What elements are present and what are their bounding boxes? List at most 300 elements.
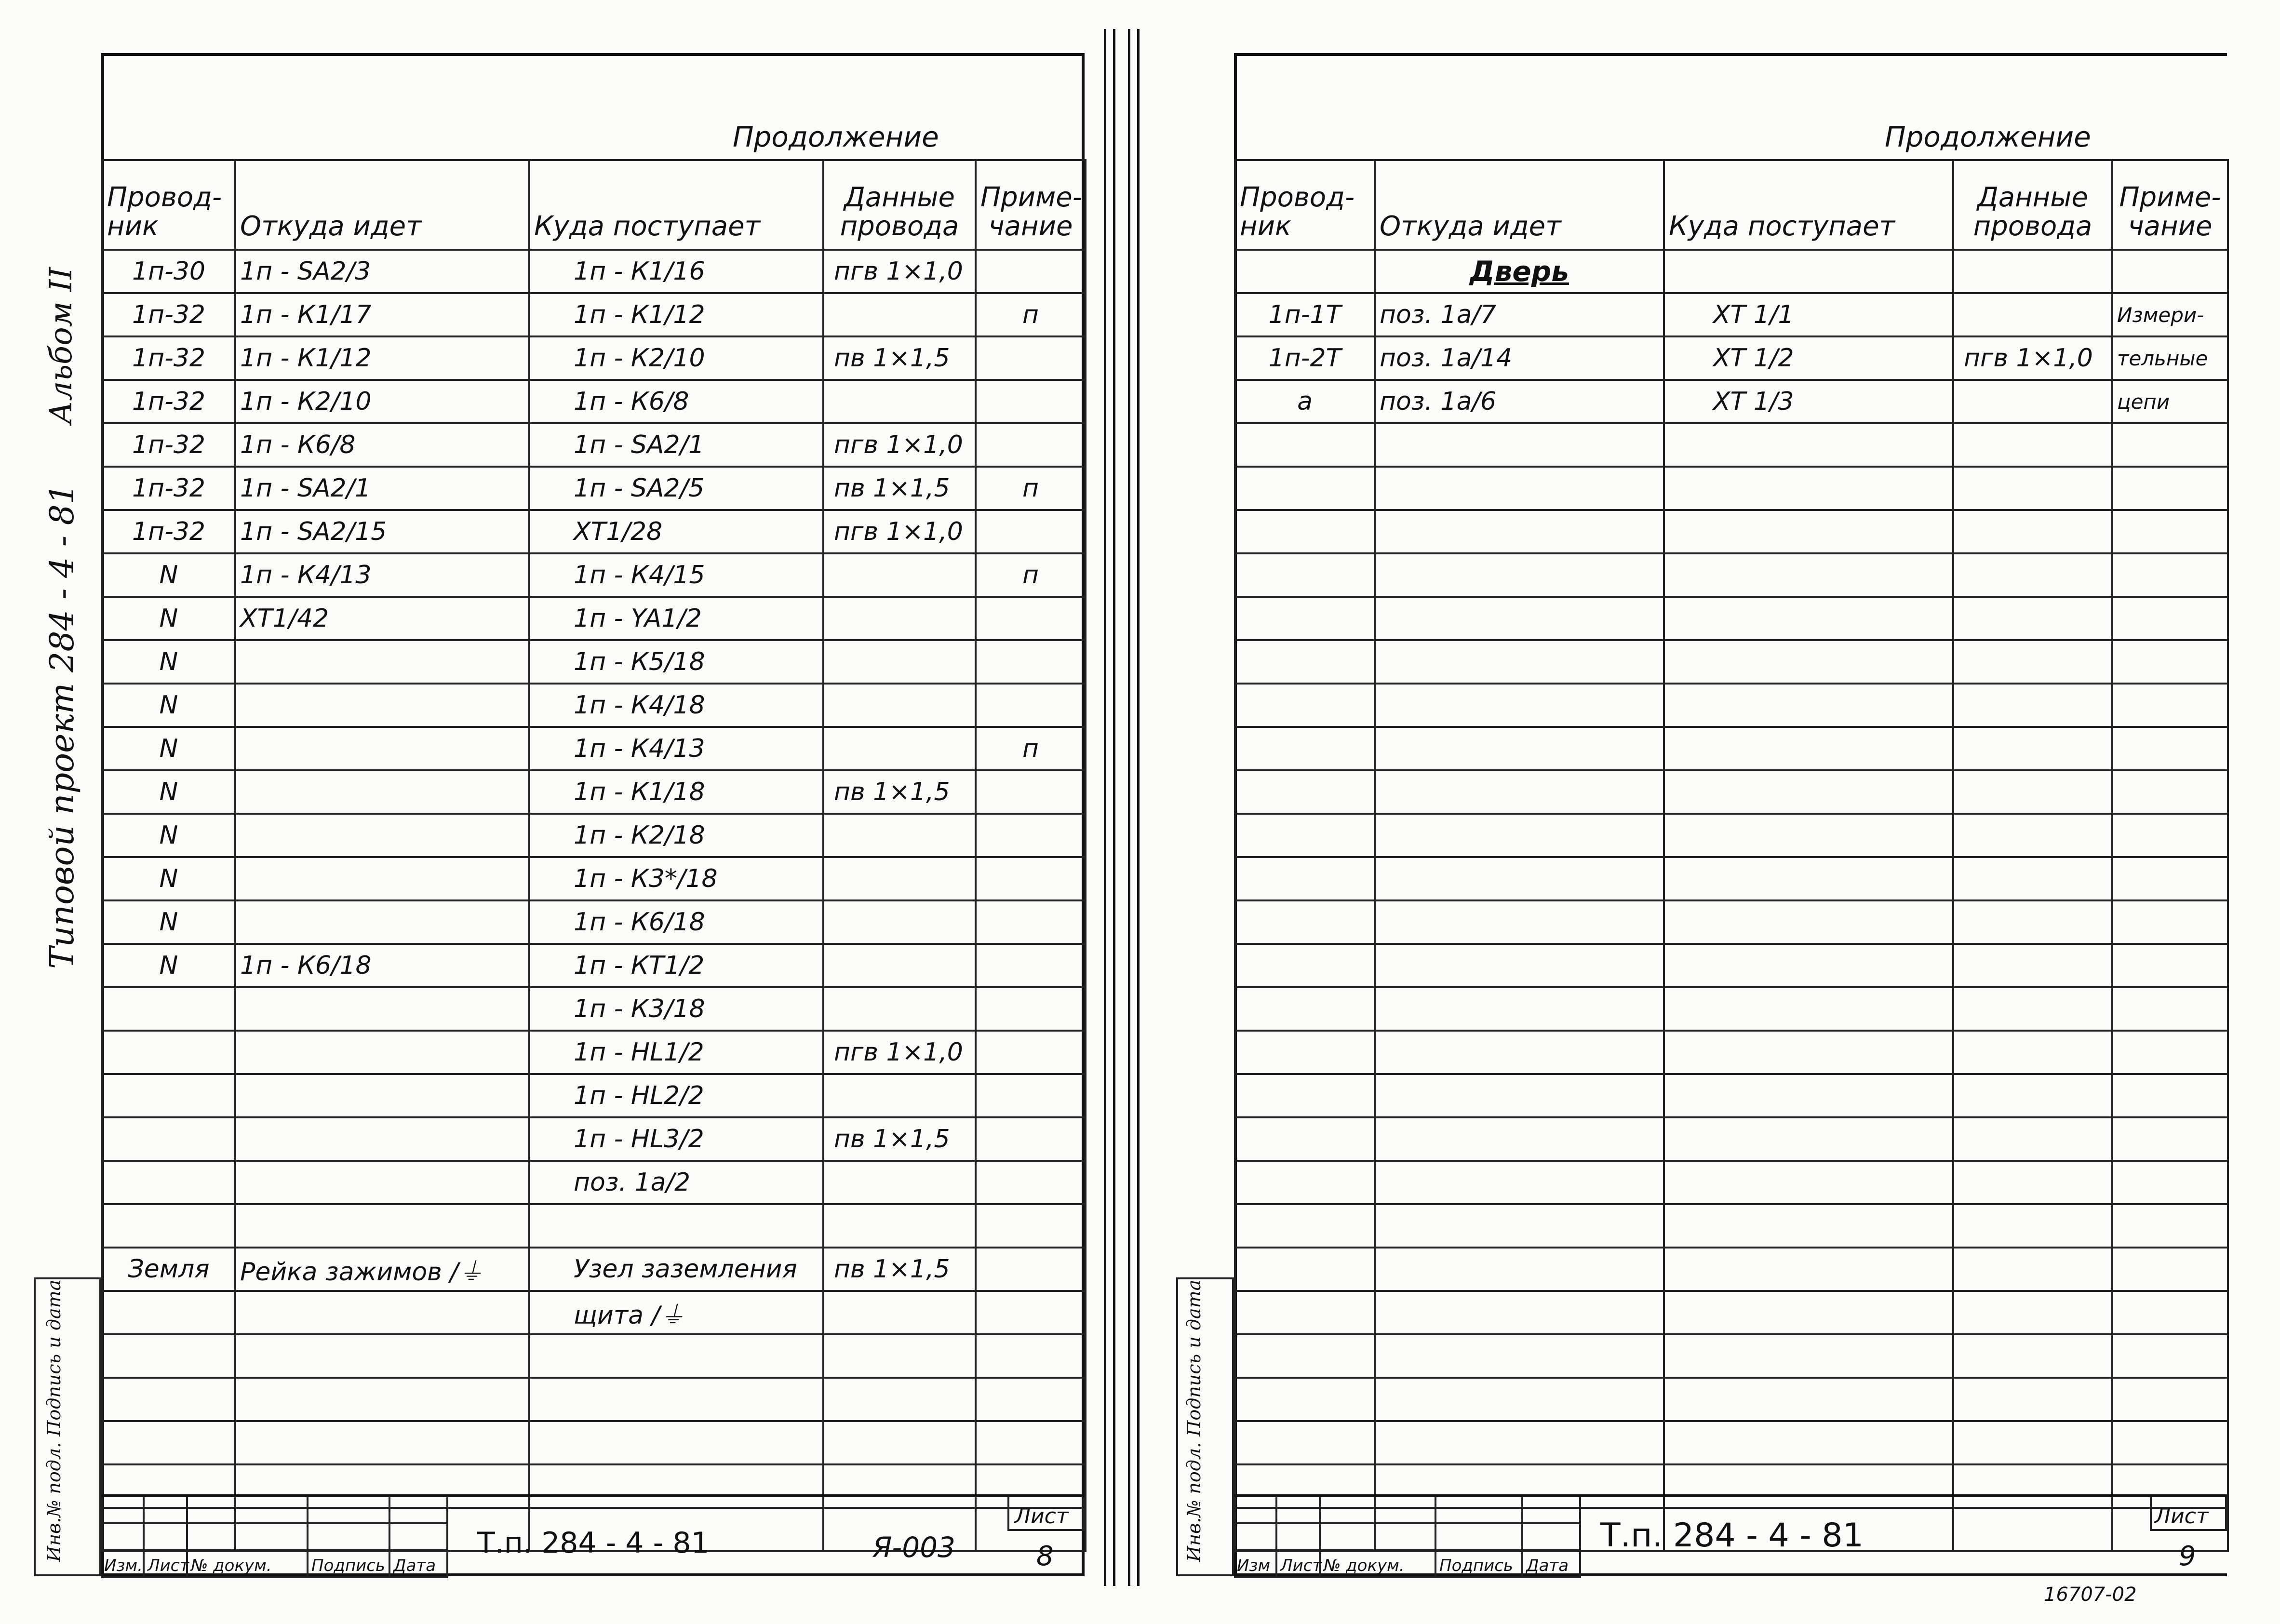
- cell-wire-data: [1953, 1117, 2112, 1161]
- cell-conductor: [1235, 814, 1375, 857]
- cell-from: [235, 684, 529, 727]
- cell-wire-data: пгв 1×1,0: [823, 510, 976, 553]
- table-row: [1235, 467, 2228, 510]
- cell-to: [1664, 1248, 1953, 1291]
- table-cell: [2112, 250, 2228, 293]
- cell-from: [1375, 1378, 1664, 1421]
- cell-wire-data: [1953, 467, 2112, 510]
- cell-note: п: [976, 467, 1086, 510]
- cell-note: [2112, 1074, 2228, 1117]
- cell-from: 1п - К6/18: [235, 944, 529, 987]
- cell-note: [2112, 1248, 2228, 1291]
- cell-from: [1375, 1334, 1664, 1378]
- cell-note: [2112, 814, 2228, 857]
- cell-note: [976, 944, 1086, 987]
- cell-wire-data: [823, 1074, 976, 1117]
- table-row: [1235, 1031, 2228, 1074]
- cell-note: [976, 1074, 1086, 1117]
- table-row: [1235, 1161, 2228, 1204]
- cell-wire-data: [823, 293, 976, 336]
- cell-note: [976, 987, 1086, 1031]
- table-row: [1235, 1117, 2228, 1161]
- title-block-label: Изм.: [104, 1556, 143, 1575]
- cell-wire-data: [823, 900, 976, 944]
- side-strip-label-right: Инв.№ подл. Подпись и дата: [1183, 1279, 1205, 1562]
- cell-to: [1664, 1334, 1953, 1378]
- cell-to: [529, 1378, 823, 1421]
- cell-note: [976, 1248, 1086, 1291]
- table-row: [1235, 1204, 2228, 1248]
- cell-from: [235, 770, 529, 814]
- cell-from: [1375, 1291, 1664, 1334]
- cell-wire-data: [1953, 597, 2112, 640]
- cell-wire-data: [1953, 770, 2112, 814]
- cell-note: [2112, 900, 2228, 944]
- cell-to: [1664, 1161, 1953, 1204]
- title-block-label: Подпись: [1439, 1556, 1513, 1575]
- cell-wire-data: пв 1×1,5: [823, 1248, 976, 1291]
- cell-conductor: [102, 1117, 235, 1161]
- cell-conductor: [1235, 1378, 1375, 1421]
- cell-note: [2112, 1421, 2228, 1464]
- table-row: [102, 857, 1086, 900]
- cell-wire-data: [1953, 684, 2112, 727]
- cell-to: 1п - HL2/2: [529, 1074, 823, 1117]
- cell-to: 1п - К3/18: [529, 987, 823, 1031]
- doc-number: Т.п. 284 - 4 - 81: [477, 1526, 710, 1560]
- cell-from: Рейка зажимов /⏚: [235, 1248, 529, 1291]
- cell-note: [976, 814, 1086, 857]
- cell-to: [1664, 727, 1953, 770]
- cell-conductor: [102, 1334, 235, 1378]
- cell-conductor: [1235, 1204, 1375, 1248]
- doc-number: Т.п. 284 - 4 - 81: [1600, 1517, 1864, 1555]
- table-row: [102, 1204, 1086, 1248]
- cell-from: [235, 814, 529, 857]
- cell-wire-data: [1953, 727, 2112, 770]
- table-row: [1235, 770, 2228, 814]
- cell-wire-data: пв 1×1,5: [823, 1117, 976, 1161]
- cell-to: 1п - К6/18: [529, 900, 823, 944]
- table-row: [1235, 684, 2228, 727]
- cell-conductor: N: [102, 814, 235, 857]
- table-row: [102, 423, 1086, 467]
- sheet-label: Лист: [2155, 1504, 2209, 1529]
- cell-conductor: N: [102, 684, 235, 727]
- cell-from: [1375, 1204, 1664, 1248]
- table-row: [102, 510, 1086, 553]
- cell-to: 1п - SA2/1: [529, 423, 823, 467]
- table-row: [102, 640, 1086, 684]
- cell-from: ХТ1/42: [235, 597, 529, 640]
- cell-wire-data: [1953, 553, 2112, 597]
- table-row: [102, 553, 1086, 597]
- cell-from: 1п - К4/13: [235, 553, 529, 597]
- cell-wire-data: [823, 1378, 976, 1421]
- cell-wire-data: [823, 1204, 976, 1248]
- cell-from: 1п - К1/17: [235, 293, 529, 336]
- cell-conductor: [1235, 1031, 1375, 1074]
- cell-conductor: [1235, 423, 1375, 467]
- cell-note: [976, 1421, 1086, 1464]
- cell-conductor: N: [102, 640, 235, 684]
- table-row: [1235, 857, 2228, 900]
- cell-to: [1664, 1074, 1953, 1117]
- cell-from: 1п - К1/12: [235, 336, 529, 380]
- table-row: [102, 467, 1086, 510]
- cell-wire-data: [1953, 380, 2112, 423]
- cell-conductor: [1235, 1161, 1375, 1204]
- cell-to: [1664, 1204, 1953, 1248]
- cell-conductor: [1235, 1291, 1375, 1334]
- cell-from: [1375, 987, 1664, 1031]
- cell-note: [976, 684, 1086, 727]
- cell-wire-data: [823, 684, 976, 727]
- cell-to: 1п - YA1/2: [529, 597, 823, 640]
- cell-note: п: [976, 293, 1086, 336]
- table-row: [1235, 336, 2228, 380]
- cell-to: ХТ 1/2: [1664, 336, 1953, 380]
- cell-to: 1п - К3*/18: [529, 857, 823, 900]
- doc-code: Я-003: [872, 1531, 955, 1564]
- cell-wire-data: [823, 987, 976, 1031]
- cell-note: [2112, 1334, 2228, 1378]
- cell-conductor: 1п-32: [102, 510, 235, 553]
- table-row: [102, 597, 1086, 640]
- cell-conductor: [1235, 944, 1375, 987]
- cell-conductor: [102, 1421, 235, 1464]
- cell-from: [1375, 684, 1664, 727]
- cell-to: [1664, 770, 1953, 814]
- cell-conductor: 1п-32: [102, 336, 235, 380]
- side-strip-label-left: Инв.№ подл. Подпись и дата: [43, 1279, 65, 1562]
- cell-to: [529, 1204, 823, 1248]
- cell-note: [976, 1334, 1086, 1378]
- header-note: Приме- чание: [976, 160, 1086, 250]
- sheet-number: 9: [2179, 1541, 2196, 1572]
- album-label: Альбом II: [43, 267, 79, 424]
- cell-wire-data: [823, 1291, 976, 1334]
- cell-wire-data: пв 1×1,5: [823, 467, 976, 510]
- header-wire-data: Данные провода: [1953, 160, 2112, 250]
- cell-wire-data: [823, 944, 976, 987]
- cell-note: [976, 510, 1086, 553]
- cell-conductor: [102, 1291, 235, 1334]
- header-from: Откуда идет: [235, 160, 529, 250]
- cell-from: [235, 1161, 529, 1204]
- cell-to: 1п - К2/18: [529, 814, 823, 857]
- cell-to: [1664, 987, 1953, 1031]
- cell-conductor: N: [102, 900, 235, 944]
- table-cell: [1953, 250, 2112, 293]
- table-row: [102, 1378, 1086, 1421]
- cell-note: [2112, 597, 2228, 640]
- cell-from: [1375, 467, 1664, 510]
- header-to: Куда поступает: [1664, 160, 1953, 250]
- table-row: [1235, 1074, 2228, 1117]
- cell-from: [235, 640, 529, 684]
- cell-from: [235, 1204, 529, 1248]
- table-row: [102, 900, 1086, 944]
- cell-wire-data: [1953, 510, 2112, 553]
- cell-wire-data: [1953, 814, 2112, 857]
- cell-conductor: [1235, 597, 1375, 640]
- cell-to: [529, 1334, 823, 1378]
- cell-from: [235, 1378, 529, 1421]
- table-row: [102, 684, 1086, 727]
- title-block-label: № докум.: [1324, 1556, 1405, 1575]
- table-row: [1235, 814, 2228, 857]
- cell-from: 1п - SA2/15: [235, 510, 529, 553]
- cell-note: [976, 770, 1086, 814]
- cell-from: [1375, 814, 1664, 857]
- cell-wire-data: [1953, 1291, 2112, 1334]
- cell-to: 1п - HL1/2: [529, 1031, 823, 1074]
- cell-to: поз. 1а/2: [529, 1161, 823, 1204]
- header-wire-data: Данные провода: [823, 160, 976, 250]
- cell-wire-data: пв 1×1,5: [823, 336, 976, 380]
- cell-note: [976, 640, 1086, 684]
- cell-note: [976, 900, 1086, 944]
- cell-conductor: [1235, 900, 1375, 944]
- cell-note: [2112, 553, 2228, 597]
- title-block-label: Лист: [1280, 1556, 1322, 1575]
- cell-to: 1п - К4/15: [529, 553, 823, 597]
- table-row: [1235, 987, 2228, 1031]
- table-row: [102, 814, 1086, 857]
- table-row: [1235, 510, 2228, 553]
- cell-conductor: [1235, 510, 1375, 553]
- cell-conductor: [102, 1031, 235, 1074]
- cell-conductor: [102, 1074, 235, 1117]
- cell-from: поз. 1а/14: [1375, 336, 1664, 380]
- table-row: [1235, 1248, 2228, 1291]
- cell-wire-data: пгв 1×1,0: [823, 250, 976, 293]
- cell-from: [1375, 553, 1664, 597]
- cell-note: [2112, 770, 2228, 814]
- table-row: [102, 1248, 1086, 1291]
- cell-conductor: N: [102, 770, 235, 814]
- cell-note: тельные: [2112, 336, 2228, 380]
- cell-from: 1п - SA2/1: [235, 467, 529, 510]
- cell-wire-data: [823, 597, 976, 640]
- cell-wire-data: [1953, 640, 2112, 684]
- cell-from: [235, 987, 529, 1031]
- cell-conductor: [1235, 770, 1375, 814]
- header-from: Откуда идет: [1375, 160, 1664, 250]
- cell-from: поз. 1а/7: [1375, 293, 1664, 336]
- cell-to: [1664, 900, 1953, 944]
- cell-to: [1664, 814, 1953, 857]
- cell-conductor: [1235, 467, 1375, 510]
- archive-number: 16707-02: [2044, 1584, 2137, 1606]
- cell-from: [235, 1291, 529, 1334]
- cell-conductor: 1п-32: [102, 380, 235, 423]
- cell-conductor: [1235, 1334, 1375, 1378]
- project-label: Типовой проект 284 - 4 - 81: [43, 483, 81, 969]
- cell-from: [1375, 1161, 1664, 1204]
- table-row: [1235, 900, 2228, 944]
- table-row: [1235, 640, 2228, 684]
- title-block-right: [1234, 1494, 2227, 1576]
- cell-wire-data: [1953, 1378, 2112, 1421]
- cell-conductor: [1235, 1117, 1375, 1161]
- cell-wire-data: [823, 814, 976, 857]
- cell-from: [1375, 1074, 1664, 1117]
- table-row: [102, 770, 1086, 814]
- cell-wire-data: [1953, 423, 2112, 467]
- cell-conductor: [1235, 857, 1375, 900]
- cell-note: [2112, 684, 2228, 727]
- cell-conductor: 1п-30: [102, 250, 235, 293]
- cell-to: щита /⏚: [529, 1291, 823, 1334]
- cell-conductor: [102, 987, 235, 1031]
- table-row: [102, 1291, 1086, 1334]
- cell-wire-data: пгв 1×1,0: [823, 1031, 976, 1074]
- cell-wire-data: [1953, 857, 2112, 900]
- cell-from: [1375, 770, 1664, 814]
- table-row: [102, 1421, 1086, 1464]
- cell-wire-data: [1953, 1248, 2112, 1291]
- cell-note: [2112, 857, 2228, 900]
- cell-from: [1375, 1031, 1664, 1074]
- table-row: [102, 727, 1086, 770]
- table-row: [102, 250, 1086, 293]
- cell-from: 1п - К6/8: [235, 423, 529, 467]
- cell-to: [1664, 467, 1953, 510]
- cell-to: 1п - К2/10: [529, 336, 823, 380]
- cell-to: [1664, 944, 1953, 987]
- cell-to: 1п - SA2/5: [529, 467, 823, 510]
- title-block-label: Дата: [1526, 1556, 1569, 1575]
- cell-from: [235, 857, 529, 900]
- cell-to: [1664, 597, 1953, 640]
- cell-wire-data: [823, 640, 976, 684]
- cell-to: Узел заземления: [529, 1248, 823, 1291]
- title-block-left: [101, 1494, 1085, 1576]
- cell-from: [1375, 900, 1664, 944]
- sheet-number: 8: [1036, 1541, 1054, 1572]
- cell-from: [235, 727, 529, 770]
- cell-from: [235, 1074, 529, 1117]
- cell-wire-data: [823, 857, 976, 900]
- cell-wire-data: пгв 1×1,0: [823, 423, 976, 467]
- cell-wire-data: пгв 1×1,0: [1953, 336, 2112, 380]
- cell-wire-data: пв 1×1,5: [823, 770, 976, 814]
- cell-note: [976, 336, 1086, 380]
- cell-to: 1п - К5/18: [529, 640, 823, 684]
- cell-conductor: [102, 1204, 235, 1248]
- cell-from: [1375, 423, 1664, 467]
- cell-from: [1375, 944, 1664, 987]
- cell-from: [235, 1334, 529, 1378]
- cell-note: [2112, 640, 2228, 684]
- cell-wire-data: [1953, 1334, 2112, 1378]
- cell-to: [1664, 423, 1953, 467]
- cell-conductor: [1235, 1421, 1375, 1464]
- cell-conductor: N: [102, 553, 235, 597]
- cell-note: [2112, 1031, 2228, 1074]
- title-block-label: Лист: [148, 1556, 189, 1575]
- cell-note: [2112, 1161, 2228, 1204]
- cell-to: 1п - К1/12: [529, 293, 823, 336]
- cell-to: [1664, 510, 1953, 553]
- wiring-table-left: [101, 159, 1086, 1552]
- cell-wire-data: [1953, 944, 2112, 987]
- cell-from: [235, 1421, 529, 1464]
- table-row: [102, 1161, 1086, 1204]
- cell-conductor: [1235, 727, 1375, 770]
- cell-note: п: [976, 727, 1086, 770]
- binding-gutter: [1104, 29, 1115, 1586]
- cell-note: [976, 1117, 1086, 1161]
- cell-conductor: N: [102, 944, 235, 987]
- cell-note: [2112, 944, 2228, 987]
- table-row: [102, 1031, 1086, 1074]
- table-row: [102, 380, 1086, 423]
- cell-wire-data: [1953, 293, 2112, 336]
- cell-from: [1375, 510, 1664, 553]
- table-cell: [1235, 250, 1375, 293]
- cell-note: п: [976, 553, 1086, 597]
- cell-to: 1п - HL3/2: [529, 1117, 823, 1161]
- cell-to: [1664, 684, 1953, 727]
- cell-to: 1п - К4/18: [529, 684, 823, 727]
- cell-from: [1375, 857, 1664, 900]
- cell-from: [1375, 1421, 1664, 1464]
- cell-to: ХТ 1/1: [1664, 293, 1953, 336]
- cell-from: [235, 1031, 529, 1074]
- cell-to: ХТ 1/3: [1664, 380, 1953, 423]
- cell-from: [1375, 1248, 1664, 1291]
- cell-note: [976, 1291, 1086, 1334]
- cell-conductor: 1п-32: [102, 467, 235, 510]
- table-row: [1235, 944, 2228, 987]
- cell-conductor: N: [102, 597, 235, 640]
- wiring-table-right: [1234, 159, 2229, 1552]
- cell-note: [976, 1378, 1086, 1421]
- cell-note: [2112, 467, 2228, 510]
- cell-wire-data: [1953, 987, 2112, 1031]
- cell-conductor: [1235, 1074, 1375, 1117]
- table-row: [1235, 597, 2228, 640]
- section-title: Дверь: [1375, 250, 1664, 293]
- cell-to: ХТ1/28: [529, 510, 823, 553]
- cell-to: [1664, 1031, 1953, 1074]
- cell-to: 1п - К6/8: [529, 380, 823, 423]
- cell-conductor: N: [102, 727, 235, 770]
- cell-conductor: 1п-32: [102, 423, 235, 467]
- cell-note: [2112, 1378, 2228, 1421]
- cell-from: [235, 1117, 529, 1161]
- cell-note: [2112, 1291, 2228, 1334]
- cell-wire-data: [823, 727, 976, 770]
- cell-conductor: 1п-32: [102, 293, 235, 336]
- table-row: [102, 293, 1086, 336]
- cell-note: [976, 250, 1086, 293]
- cell-to: 1п - КТ1/2: [529, 944, 823, 987]
- cell-to: [1664, 640, 1953, 684]
- cell-conductor: [102, 1378, 235, 1421]
- cell-wire-data: [823, 1421, 976, 1464]
- cell-note: [2112, 727, 2228, 770]
- cell-wire-data: [823, 553, 976, 597]
- cell-note: цепи: [2112, 380, 2228, 423]
- cell-note: [976, 597, 1086, 640]
- table-row: [102, 1334, 1086, 1378]
- table-cell: [1664, 250, 1953, 293]
- cell-conductor: [102, 1161, 235, 1204]
